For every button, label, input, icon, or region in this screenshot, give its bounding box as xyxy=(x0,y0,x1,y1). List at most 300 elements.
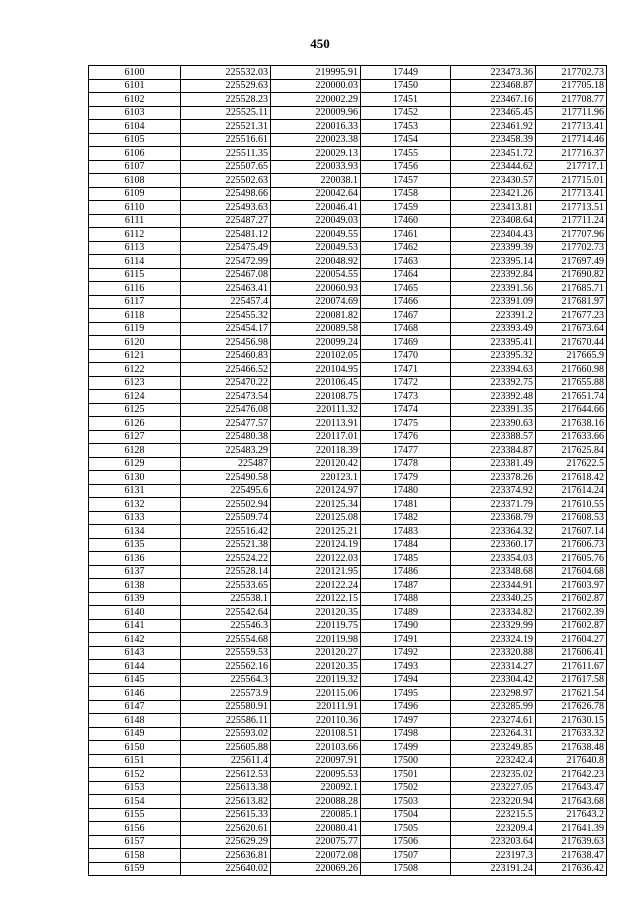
table-row xyxy=(89,295,607,309)
y-coordinate-cell: 220104.95 xyxy=(271,363,361,377)
y-coordinate-2-cell: 217711.24 xyxy=(536,214,607,228)
point-number-cell: 6128 xyxy=(89,444,181,458)
x-coordinate-2-cell: 223465.45 xyxy=(451,106,536,120)
x-coordinate-2-cell: 223340.25 xyxy=(451,592,536,606)
x-coordinate-cell: 225611.4 xyxy=(181,754,271,768)
point-number-2-cell: 17475 xyxy=(361,417,451,431)
point-number-2-cell: 17474 xyxy=(361,403,451,417)
y-coordinate-cell: 220069.26 xyxy=(271,862,361,876)
point-number-2-cell: 17498 xyxy=(361,727,451,741)
table-row xyxy=(89,336,607,350)
point-number-2-cell: 17501 xyxy=(361,768,451,782)
x-coordinate-cell: 225629.29 xyxy=(181,835,271,849)
y-coordinate-2-cell: 217690.82 xyxy=(536,268,607,282)
y-coordinate-2-cell: 217665.9 xyxy=(536,349,607,363)
x-coordinate-cell: 225498.66 xyxy=(181,187,271,201)
x-coordinate-2-cell: 223444.62 xyxy=(451,160,536,174)
table-row xyxy=(89,133,607,147)
point-number-cell: 6149 xyxy=(89,727,181,741)
point-number-2-cell: 17504 xyxy=(361,808,451,822)
y-coordinate-cell: 220088.28 xyxy=(271,795,361,809)
point-number-2-cell: 17458 xyxy=(361,187,451,201)
y-coordinate-cell: 220092.1 xyxy=(271,781,361,795)
y-coordinate-2-cell: 217610.55 xyxy=(536,498,607,512)
x-coordinate-2-cell: 223298.97 xyxy=(451,687,536,701)
table-row xyxy=(89,862,607,876)
x-coordinate-2-cell: 223249.85 xyxy=(451,741,536,755)
table-row xyxy=(89,268,607,282)
x-coordinate-cell: 225542.64 xyxy=(181,606,271,620)
y-coordinate-cell: 220119.98 xyxy=(271,633,361,647)
x-coordinate-2-cell: 223467.16 xyxy=(451,93,536,107)
point-number-cell: 6145 xyxy=(89,673,181,687)
x-coordinate-2-cell: 223378.26 xyxy=(451,471,536,485)
point-number-cell: 6156 xyxy=(89,822,181,836)
y-coordinate-cell: 220038.1 xyxy=(271,174,361,188)
x-coordinate-2-cell: 223227.05 xyxy=(451,781,536,795)
y-coordinate-2-cell: 217660.98 xyxy=(536,363,607,377)
point-number-cell: 6139 xyxy=(89,592,181,606)
y-coordinate-cell: 220103.66 xyxy=(271,741,361,755)
x-coordinate-2-cell: 223344.91 xyxy=(451,579,536,593)
y-coordinate-2-cell: 217602.39 xyxy=(536,606,607,620)
x-coordinate-cell: 225516.42 xyxy=(181,525,271,539)
y-coordinate-2-cell: 217626.78 xyxy=(536,700,607,714)
x-coordinate-cell: 225613.82 xyxy=(181,795,271,809)
y-coordinate-cell: 220122.24 xyxy=(271,579,361,593)
x-coordinate-cell: 225480.38 xyxy=(181,430,271,444)
x-coordinate-2-cell: 223393.49 xyxy=(451,322,536,336)
y-coordinate-2-cell: 217608.53 xyxy=(536,511,607,525)
y-coordinate-cell: 220121.95 xyxy=(271,565,361,579)
x-coordinate-2-cell: 223421.26 xyxy=(451,187,536,201)
point-number-2-cell: 17468 xyxy=(361,322,451,336)
x-coordinate-2-cell: 223320.88 xyxy=(451,646,536,660)
x-coordinate-cell: 225454.17 xyxy=(181,322,271,336)
point-number-2-cell: 17483 xyxy=(361,525,451,539)
y-coordinate-2-cell: 217716.37 xyxy=(536,147,607,161)
table-row xyxy=(89,417,607,431)
point-number-2-cell: 17463 xyxy=(361,255,451,269)
y-coordinate-2-cell: 217636.42 xyxy=(536,862,607,876)
x-coordinate-cell: 225620.61 xyxy=(181,822,271,836)
y-coordinate-2-cell: 217633.32 xyxy=(536,727,607,741)
point-number-2-cell: 17460 xyxy=(361,214,451,228)
y-coordinate-cell: 220000.03 xyxy=(271,79,361,93)
point-number-cell: 6154 xyxy=(89,795,181,809)
point-number-2-cell: 17484 xyxy=(361,538,451,552)
table-row xyxy=(89,741,607,755)
table-row xyxy=(89,714,607,728)
x-coordinate-cell: 225490.58 xyxy=(181,471,271,485)
table-row xyxy=(89,282,607,296)
y-coordinate-2-cell: 217644.66 xyxy=(536,403,607,417)
x-coordinate-2-cell: 223285.99 xyxy=(451,700,536,714)
point-number-2-cell: 17488 xyxy=(361,592,451,606)
table-row xyxy=(89,93,607,107)
point-number-cell: 6143 xyxy=(89,646,181,660)
point-number-2-cell: 17494 xyxy=(361,673,451,687)
table-row xyxy=(89,754,607,768)
y-coordinate-cell: 220102.05 xyxy=(271,349,361,363)
y-coordinate-2-cell: 217605.76 xyxy=(536,552,607,566)
x-coordinate-2-cell: 223235.02 xyxy=(451,768,536,782)
y-coordinate-cell: 220054.55 xyxy=(271,268,361,282)
x-coordinate-cell: 225483.29 xyxy=(181,444,271,458)
x-coordinate-cell: 225564.3 xyxy=(181,673,271,687)
point-number-2-cell: 17506 xyxy=(361,835,451,849)
table-row xyxy=(89,538,607,552)
y-coordinate-cell: 220095.53 xyxy=(271,768,361,782)
y-coordinate-cell: 220125.21 xyxy=(271,525,361,539)
point-number-cell: 6144 xyxy=(89,660,181,674)
point-number-cell: 6152 xyxy=(89,768,181,782)
y-coordinate-2-cell: 217606.41 xyxy=(536,646,607,660)
point-number-2-cell: 17479 xyxy=(361,471,451,485)
point-number-2-cell: 17456 xyxy=(361,160,451,174)
x-coordinate-cell: 225529.63 xyxy=(181,79,271,93)
x-coordinate-2-cell: 223368.79 xyxy=(451,511,536,525)
table-row xyxy=(89,187,607,201)
table-row xyxy=(89,376,607,390)
point-number-2-cell: 17457 xyxy=(361,174,451,188)
x-coordinate-cell: 225521.31 xyxy=(181,120,271,134)
x-coordinate-2-cell: 223191.24 xyxy=(451,862,536,876)
x-coordinate-2-cell: 223314.27 xyxy=(451,660,536,674)
x-coordinate-cell: 225457.4 xyxy=(181,295,271,309)
table-row xyxy=(89,781,607,795)
point-number-2-cell: 17471 xyxy=(361,363,451,377)
table-row xyxy=(89,633,607,647)
point-number-cell: 6135 xyxy=(89,538,181,552)
y-coordinate-cell: 220016.33 xyxy=(271,120,361,134)
y-coordinate-cell: 220118.39 xyxy=(271,444,361,458)
point-number-2-cell: 17499 xyxy=(361,741,451,755)
table-row xyxy=(89,241,607,255)
y-coordinate-cell: 220049.03 xyxy=(271,214,361,228)
y-coordinate-cell: 220124.19 xyxy=(271,538,361,552)
table-row xyxy=(89,525,607,539)
point-number-2-cell: 17480 xyxy=(361,484,451,498)
table-row xyxy=(89,255,607,269)
table-row xyxy=(89,660,607,674)
y-coordinate-2-cell: 217625.84 xyxy=(536,444,607,458)
point-number-2-cell: 17507 xyxy=(361,849,451,863)
point-number-cell: 6113 xyxy=(89,241,181,255)
y-coordinate-2-cell: 217606.73 xyxy=(536,538,607,552)
y-coordinate-cell: 220009.96 xyxy=(271,106,361,120)
point-number-cell: 6147 xyxy=(89,700,181,714)
point-number-cell: 6132 xyxy=(89,498,181,512)
y-coordinate-2-cell: 217633.66 xyxy=(536,430,607,444)
x-coordinate-2-cell: 223404.43 xyxy=(451,228,536,242)
point-number-cell: 6124 xyxy=(89,390,181,404)
point-number-cell: 6118 xyxy=(89,309,181,323)
x-coordinate-2-cell: 223392.84 xyxy=(451,268,536,282)
table-row xyxy=(89,430,607,444)
x-coordinate-2-cell: 223390.63 xyxy=(451,417,536,431)
point-number-2-cell: 17491 xyxy=(361,633,451,647)
point-number-cell: 6157 xyxy=(89,835,181,849)
x-coordinate-cell: 225472.99 xyxy=(181,255,271,269)
y-coordinate-cell: 220117.01 xyxy=(271,430,361,444)
x-coordinate-2-cell: 223220.94 xyxy=(451,795,536,809)
x-coordinate-2-cell: 223209.4 xyxy=(451,822,536,836)
x-coordinate-2-cell: 223408.64 xyxy=(451,214,536,228)
point-number-cell: 6148 xyxy=(89,714,181,728)
point-number-2-cell: 17500 xyxy=(361,754,451,768)
x-coordinate-cell: 225528.14 xyxy=(181,565,271,579)
point-number-2-cell: 17450 xyxy=(361,79,451,93)
y-coordinate-cell: 220072.08 xyxy=(271,849,361,863)
y-coordinate-cell: 220029.13 xyxy=(271,147,361,161)
table-row xyxy=(89,565,607,579)
x-coordinate-2-cell: 223371.79 xyxy=(451,498,536,512)
coordinates-table-body xyxy=(89,66,607,876)
x-coordinate-cell: 225612.53 xyxy=(181,768,271,782)
x-coordinate-2-cell: 223384.87 xyxy=(451,444,536,458)
point-number-cell: 6153 xyxy=(89,781,181,795)
point-number-cell: 6140 xyxy=(89,606,181,620)
table-row xyxy=(89,619,607,633)
table-row xyxy=(89,673,607,687)
point-number-cell: 6109 xyxy=(89,187,181,201)
x-coordinate-cell: 225460.83 xyxy=(181,349,271,363)
y-coordinate-cell: 220099.24 xyxy=(271,336,361,350)
y-coordinate-cell: 220108.51 xyxy=(271,727,361,741)
y-coordinate-2-cell: 217611.67 xyxy=(536,660,607,674)
point-number-cell: 6159 xyxy=(89,862,181,876)
x-coordinate-cell: 225586.11 xyxy=(181,714,271,728)
y-coordinate-cell: 220122.15 xyxy=(271,592,361,606)
y-coordinate-2-cell: 217607.14 xyxy=(536,525,607,539)
table-row xyxy=(89,498,607,512)
x-coordinate-2-cell: 223458.39 xyxy=(451,133,536,147)
x-coordinate-cell: 225473.54 xyxy=(181,390,271,404)
point-number-cell: 6125 xyxy=(89,403,181,417)
y-coordinate-cell: 220081.82 xyxy=(271,309,361,323)
table-row xyxy=(89,849,607,863)
y-coordinate-cell: 220108.75 xyxy=(271,390,361,404)
x-coordinate-2-cell: 223394.63 xyxy=(451,363,536,377)
point-number-2-cell: 17464 xyxy=(361,268,451,282)
y-coordinate-2-cell: 217707.96 xyxy=(536,228,607,242)
table-row xyxy=(89,822,607,836)
table-row xyxy=(89,768,607,782)
table-row xyxy=(89,309,607,323)
x-coordinate-cell: 225467.08 xyxy=(181,268,271,282)
x-coordinate-2-cell: 223391.09 xyxy=(451,295,536,309)
y-coordinate-cell: 220048.92 xyxy=(271,255,361,269)
x-coordinate-cell: 225507.65 xyxy=(181,160,271,174)
point-number-2-cell: 17492 xyxy=(361,646,451,660)
y-coordinate-cell: 220125.08 xyxy=(271,511,361,525)
point-number-cell: 6107 xyxy=(89,160,181,174)
point-number-2-cell: 17493 xyxy=(361,660,451,674)
y-coordinate-2-cell: 217702.73 xyxy=(536,241,607,255)
table-row xyxy=(89,727,607,741)
x-coordinate-2-cell: 223388.57 xyxy=(451,430,536,444)
x-coordinate-cell: 225562.16 xyxy=(181,660,271,674)
x-coordinate-cell: 225546.3 xyxy=(181,619,271,633)
y-coordinate-cell: 220002.29 xyxy=(271,93,361,107)
x-coordinate-2-cell: 223473.36 xyxy=(451,66,536,80)
x-coordinate-cell: 225477.57 xyxy=(181,417,271,431)
point-number-2-cell: 17469 xyxy=(361,336,451,350)
x-coordinate-cell: 225466.52 xyxy=(181,363,271,377)
x-coordinate-2-cell: 223304.42 xyxy=(451,673,536,687)
table-row xyxy=(89,552,607,566)
point-number-2-cell: 17477 xyxy=(361,444,451,458)
point-number-2-cell: 17505 xyxy=(361,822,451,836)
x-coordinate-cell: 225559.53 xyxy=(181,646,271,660)
point-number-2-cell: 17451 xyxy=(361,93,451,107)
y-coordinate-cell: 219995.91 xyxy=(271,66,361,80)
y-coordinate-cell: 220120.27 xyxy=(271,646,361,660)
point-number-cell: 6115 xyxy=(89,268,181,282)
y-coordinate-cell: 220046.41 xyxy=(271,201,361,215)
x-coordinate-2-cell: 223395.32 xyxy=(451,349,536,363)
table-row xyxy=(89,106,607,120)
point-number-2-cell: 17481 xyxy=(361,498,451,512)
x-coordinate-cell: 225455.32 xyxy=(181,309,271,323)
point-number-cell: 6104 xyxy=(89,120,181,134)
point-number-2-cell: 17490 xyxy=(361,619,451,633)
x-coordinate-2-cell: 223391.35 xyxy=(451,403,536,417)
y-coordinate-cell: 220042.64 xyxy=(271,187,361,201)
y-coordinate-cell: 220060.93 xyxy=(271,282,361,296)
point-number-cell: 6108 xyxy=(89,174,181,188)
y-coordinate-cell: 220119.32 xyxy=(271,673,361,687)
x-coordinate-2-cell: 223451.72 xyxy=(451,147,536,161)
x-coordinate-2-cell: 223391.56 xyxy=(451,282,536,296)
point-number-cell: 6122 xyxy=(89,363,181,377)
point-number-cell: 6158 xyxy=(89,849,181,863)
y-coordinate-2-cell: 217713.41 xyxy=(536,120,607,134)
y-coordinate-cell: 220124.97 xyxy=(271,484,361,498)
x-coordinate-cell: 225511.35 xyxy=(181,147,271,161)
x-coordinate-cell: 225525.11 xyxy=(181,106,271,120)
point-number-cell: 6141 xyxy=(89,619,181,633)
y-coordinate-cell: 220123.1 xyxy=(271,471,361,485)
x-coordinate-cell: 225476.08 xyxy=(181,403,271,417)
x-coordinate-2-cell: 223264.31 xyxy=(451,727,536,741)
point-number-cell: 6111 xyxy=(89,214,181,228)
coordinates-table xyxy=(88,65,607,876)
point-number-cell: 6142 xyxy=(89,633,181,647)
point-number-cell: 6112 xyxy=(89,228,181,242)
y-coordinate-2-cell: 217655.88 xyxy=(536,376,607,390)
x-coordinate-cell: 225580.91 xyxy=(181,700,271,714)
y-coordinate-2-cell: 217697.49 xyxy=(536,255,607,269)
table-row xyxy=(89,147,607,161)
x-coordinate-2-cell: 223203.64 xyxy=(451,835,536,849)
x-coordinate-2-cell: 223242.4 xyxy=(451,754,536,768)
x-coordinate-cell: 225487 xyxy=(181,457,271,471)
x-coordinate-cell: 225533.65 xyxy=(181,579,271,593)
point-number-cell: 6126 xyxy=(89,417,181,431)
table-row xyxy=(89,79,607,93)
y-coordinate-2-cell: 217673.64 xyxy=(536,322,607,336)
table-row xyxy=(89,174,607,188)
y-coordinate-2-cell: 217640.8 xyxy=(536,754,607,768)
y-coordinate-2-cell: 217622.5 xyxy=(536,457,607,471)
point-number-2-cell: 17478 xyxy=(361,457,451,471)
x-coordinate-2-cell: 223392.75 xyxy=(451,376,536,390)
x-coordinate-cell: 225538.1 xyxy=(181,592,271,606)
point-number-cell: 6134 xyxy=(89,525,181,539)
y-coordinate-2-cell: 217603.97 xyxy=(536,579,607,593)
y-coordinate-2-cell: 217639.63 xyxy=(536,835,607,849)
table-row xyxy=(89,349,607,363)
point-number-2-cell: 17459 xyxy=(361,201,451,215)
point-number-cell: 6105 xyxy=(89,133,181,147)
y-coordinate-2-cell: 217715.01 xyxy=(536,174,607,188)
point-number-2-cell: 17461 xyxy=(361,228,451,242)
x-coordinate-cell: 225573.9 xyxy=(181,687,271,701)
point-number-2-cell: 17489 xyxy=(361,606,451,620)
y-coordinate-cell: 220120.35 xyxy=(271,606,361,620)
x-coordinate-2-cell: 223381.49 xyxy=(451,457,536,471)
y-coordinate-2-cell: 217651.74 xyxy=(536,390,607,404)
x-coordinate-2-cell: 223399.39 xyxy=(451,241,536,255)
point-number-cell: 6150 xyxy=(89,741,181,755)
x-coordinate-cell: 225502.63 xyxy=(181,174,271,188)
y-coordinate-2-cell: 217630.15 xyxy=(536,714,607,728)
table-row xyxy=(89,795,607,809)
table-row xyxy=(89,214,607,228)
x-coordinate-cell: 225516.61 xyxy=(181,133,271,147)
y-coordinate-2-cell: 217708.77 xyxy=(536,93,607,107)
x-coordinate-cell: 225524.22 xyxy=(181,552,271,566)
y-coordinate-cell: 220023.38 xyxy=(271,133,361,147)
x-coordinate-cell: 225528.23 xyxy=(181,93,271,107)
y-coordinate-2-cell: 217711.96 xyxy=(536,106,607,120)
y-coordinate-cell: 220120.42 xyxy=(271,457,361,471)
x-coordinate-cell: 225502.94 xyxy=(181,498,271,512)
point-number-cell: 6106 xyxy=(89,147,181,161)
y-coordinate-cell: 220075.77 xyxy=(271,835,361,849)
y-coordinate-2-cell: 217602.87 xyxy=(536,592,607,606)
y-coordinate-cell: 220122.03 xyxy=(271,552,361,566)
point-number-cell: 6100 xyxy=(89,66,181,80)
y-coordinate-cell: 220106.45 xyxy=(271,376,361,390)
x-coordinate-2-cell: 223329.99 xyxy=(451,619,536,633)
point-number-cell: 6137 xyxy=(89,565,181,579)
point-number-2-cell: 17449 xyxy=(361,66,451,80)
x-coordinate-cell: 225456.98 xyxy=(181,336,271,350)
x-coordinate-2-cell: 223461.92 xyxy=(451,120,536,134)
y-coordinate-cell: 220115.06 xyxy=(271,687,361,701)
y-coordinate-cell: 220049.53 xyxy=(271,241,361,255)
y-coordinate-cell: 220111.32 xyxy=(271,403,361,417)
point-number-cell: 6114 xyxy=(89,255,181,269)
x-coordinate-cell: 225593.02 xyxy=(181,727,271,741)
x-coordinate-2-cell: 223364.32 xyxy=(451,525,536,539)
point-number-2-cell: 17496 xyxy=(361,700,451,714)
point-number-2-cell: 17476 xyxy=(361,430,451,444)
y-coordinate-2-cell: 217643.2 xyxy=(536,808,607,822)
point-number-cell: 6127 xyxy=(89,430,181,444)
table-row xyxy=(89,606,607,620)
y-coordinate-cell: 220049.55 xyxy=(271,228,361,242)
y-coordinate-2-cell: 217705.18 xyxy=(536,79,607,93)
table-row xyxy=(89,835,607,849)
table-row xyxy=(89,471,607,485)
y-coordinate-2-cell: 217602.87 xyxy=(536,619,607,633)
table-row xyxy=(89,120,607,134)
x-coordinate-cell: 225554.68 xyxy=(181,633,271,647)
